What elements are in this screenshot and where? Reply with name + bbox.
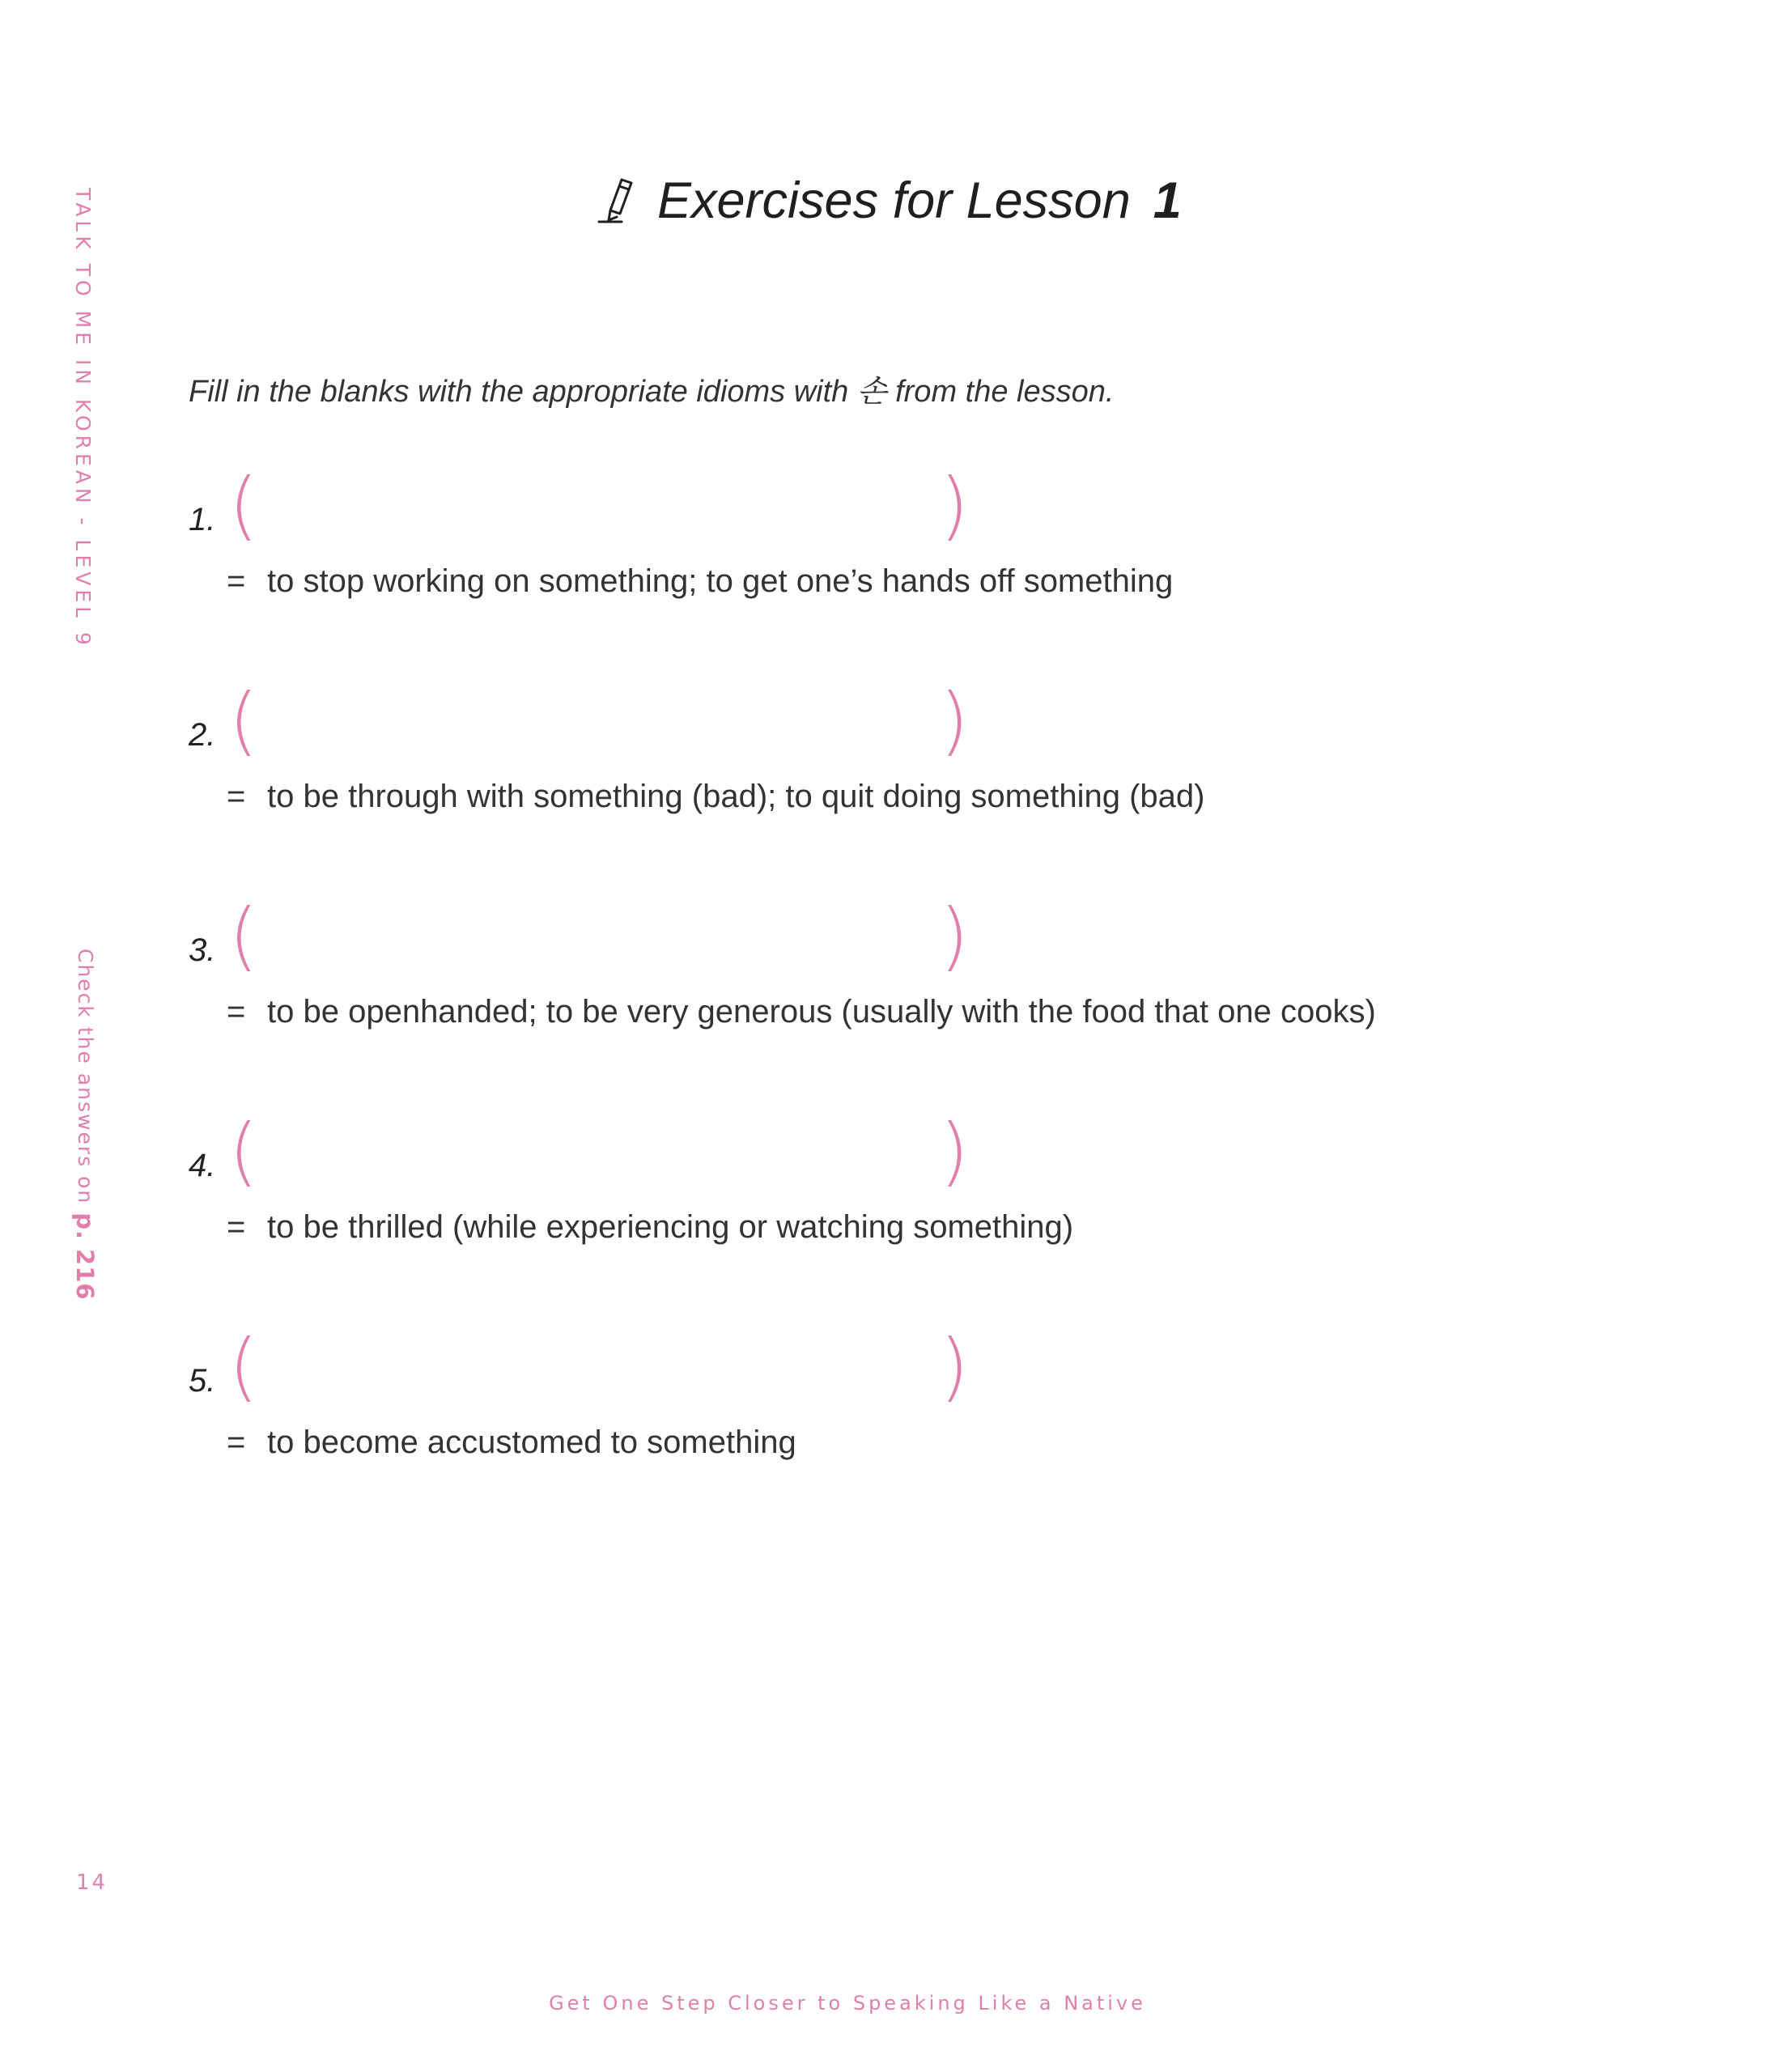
- exercise-number: 4.: [189, 1148, 216, 1183]
- instruction-text: Fill in the blanks with the appropriate idioms with 손 from the lesson.: [189, 375, 1115, 409]
- title-text: Exercises for Lesson: [657, 172, 1131, 229]
- answer-blank-open[interactable]: (: [229, 1323, 258, 1410]
- answer-blank-open[interactable]: (: [229, 893, 258, 979]
- equals-sign: =: [227, 1424, 246, 1460]
- page-number: 14: [76, 1870, 108, 1895]
- equals-sign: =: [227, 779, 246, 814]
- exercise-definition: to be openhanded; to be very generous (usually with the food that one cooks): [267, 994, 1376, 1030]
- answer-blank-open[interactable]: (: [229, 462, 258, 549]
- answer-reference-prefix: Check the answers on: [74, 949, 97, 1213]
- answer-blank-close: ): [940, 462, 969, 549]
- exercise-number: 3.: [189, 932, 216, 968]
- equals-sign: =: [227, 1209, 246, 1245]
- exercise-definition: to be through with something (bad); to quit doing something (bad): [267, 779, 1205, 814]
- exercise-definition: to be thrilled (while experiencing or watching something): [267, 1209, 1074, 1245]
- footer-tagline: Get One Step Closer to Speaking Like a Native: [549, 1992, 1146, 2015]
- answer-blank-close: ): [940, 1108, 969, 1195]
- series-label: TALK TO ME IN KOREAN - LEVEL 9: [71, 188, 95, 649]
- exercise-definition: to stop working on something; to get one’s hands off something: [267, 563, 1174, 599]
- pencil-icon: [597, 176, 636, 225]
- exercise-number: 2.: [189, 717, 216, 753]
- answer-blank-open[interactable]: (: [229, 677, 258, 764]
- exercise-item-2: [0, 677, 1771, 871]
- equals-sign: =: [227, 563, 246, 599]
- exercise-item-4: [0, 1107, 1771, 1301]
- answer-page-link[interactable]: p. 216: [71, 1212, 99, 1301]
- exercise-item-3: [0, 892, 1771, 1086]
- answer-blank-close: ): [940, 1323, 969, 1410]
- exercise-number: 1.: [189, 502, 216, 537]
- answer-blank-close: ): [940, 677, 969, 764]
- lesson-number: 1: [1153, 172, 1182, 229]
- page-title: [597, 172, 1182, 230]
- exercise-number: 5.: [189, 1363, 216, 1399]
- exercise-item-5: [0, 1323, 1771, 1517]
- equals-sign: =: [227, 994, 246, 1030]
- exercise-item-1: [0, 461, 1771, 656]
- exercise-definition: to become accustomed to something: [267, 1424, 796, 1460]
- answer-blank-close: ): [940, 893, 969, 979]
- answer-blank-open[interactable]: (: [229, 1108, 258, 1195]
